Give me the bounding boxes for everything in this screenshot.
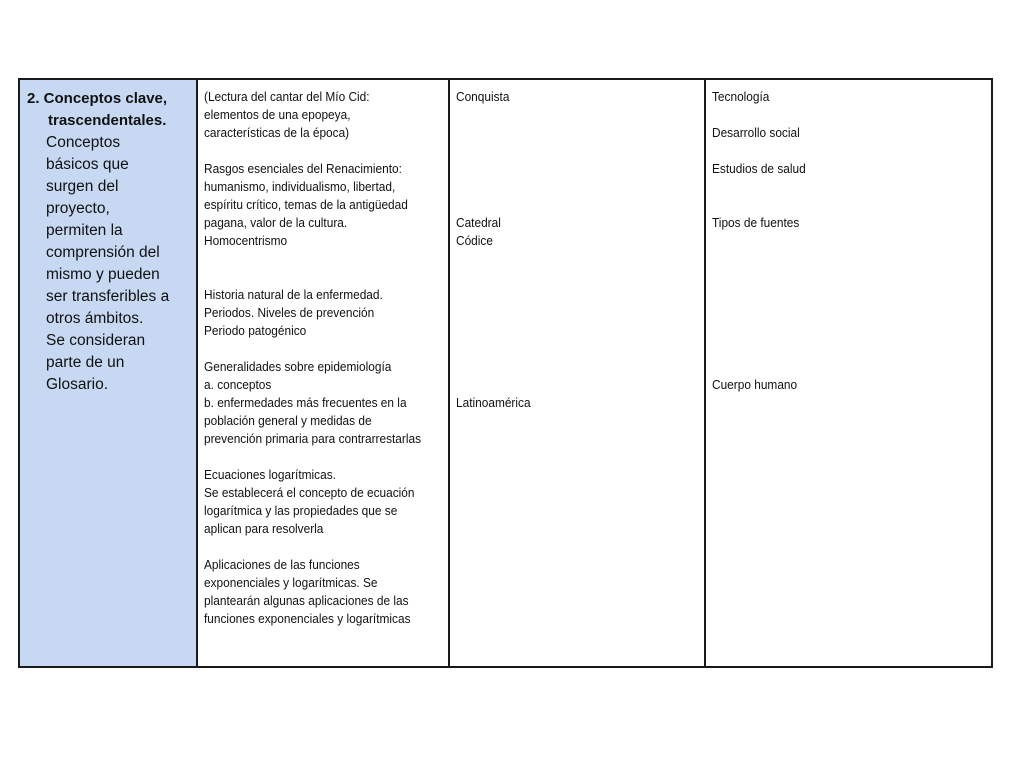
section-description (46, 132, 196, 396)
topic-line: Tecnología (712, 89, 770, 104)
content-line: elementos de una epopeya, (204, 107, 351, 122)
content-line: aplican para resolverla (204, 521, 324, 536)
content-line: Historia natural de la enfermedad. (204, 287, 383, 302)
topic-item (712, 214, 799, 232)
description-line: surgen del (46, 178, 119, 195)
content-line: Generalidades sobre epidemiología (204, 359, 392, 374)
topic-line: Cuerpo humano (712, 377, 798, 392)
content-line: pagana, valor de la cultura. (204, 215, 348, 230)
term-line: Conquista (456, 89, 510, 104)
content-line: a. conceptos (204, 377, 272, 392)
topic-item (712, 88, 769, 106)
content-line: características de la época) (204, 125, 350, 140)
content-line: Periodos. Niveles de prevención (204, 305, 375, 320)
content-line: funciones exponenciales y logarítmicas (204, 611, 411, 626)
concepts-table (18, 78, 993, 668)
concepts-header-cell (20, 80, 198, 666)
section-title: 2. Conceptos clave, (27, 90, 168, 107)
topic-line: Estudios de salud (712, 161, 806, 176)
term-line: Catedral (456, 215, 501, 230)
content-line: Ecuaciones logarítmicas. (204, 467, 336, 482)
content-block-epidemiologia (204, 358, 421, 448)
content-line: Homocentrismo (204, 233, 288, 248)
content-block-aplicaciones (204, 556, 411, 628)
description-line: Glosario. (46, 376, 109, 393)
section-subtitle: trascendentales. (48, 112, 167, 129)
description-line: básicos que (46, 156, 129, 173)
content-block-enfermedad (204, 286, 383, 340)
content-line: b. enfermedades más frecuentes en la (204, 395, 407, 410)
content-line: plantearán algunas aplicaciones de las (204, 593, 409, 608)
topic-item (712, 376, 797, 394)
description-line: Conceptos (46, 134, 121, 151)
content-line: espíritu crítico, temas de la antigüedad (204, 197, 408, 212)
description-line: proyecto, (46, 200, 110, 217)
topic-item (712, 160, 806, 178)
term-line: Códice (456, 233, 493, 248)
description-line: comprensión del (46, 244, 160, 261)
content-line: prevención primaria para contrarrestarlas (204, 431, 422, 446)
topics-cell (706, 80, 991, 666)
term-line: Latinoamérica (456, 395, 531, 410)
content-line: exponenciales y logarítmicas. Se (204, 575, 378, 590)
content-block-renacimiento (204, 160, 408, 250)
description-line: mismo y pueden (46, 266, 160, 283)
content-line: (Lectura del cantar del Mío Cid: (204, 89, 370, 104)
content-block-ecuaciones (204, 466, 414, 538)
description-line: Se consideran (46, 332, 146, 349)
content-line: logarítmica y las propiedades que se (204, 503, 398, 518)
content-line: población general y medidas de (204, 413, 372, 428)
content-line: Periodo patogénico (204, 323, 307, 338)
term-block (456, 394, 531, 412)
content-block-cid (204, 88, 370, 142)
description-line: parte de un (46, 354, 125, 371)
terms-cell (450, 80, 706, 666)
description-line: ser transferibles a (46, 288, 170, 305)
content-line: humanismo, individualismo, libertad, (204, 179, 396, 194)
topic-line: Desarrollo social (712, 125, 800, 140)
description-line: permiten la (46, 222, 123, 239)
term-block (456, 214, 501, 250)
term-block (456, 88, 509, 106)
content-line: Aplicaciones de las funciones (204, 557, 360, 572)
topic-line: Tipos de fuentes (712, 215, 800, 230)
content-line: Rasgos esenciales del Renacimiento: (204, 161, 402, 176)
content-line: Se establecerá el concepto de ecuación (204, 485, 415, 500)
topic-item (712, 124, 800, 142)
contents-cell (198, 80, 450, 666)
description-line: otros ámbitos. (46, 310, 144, 327)
